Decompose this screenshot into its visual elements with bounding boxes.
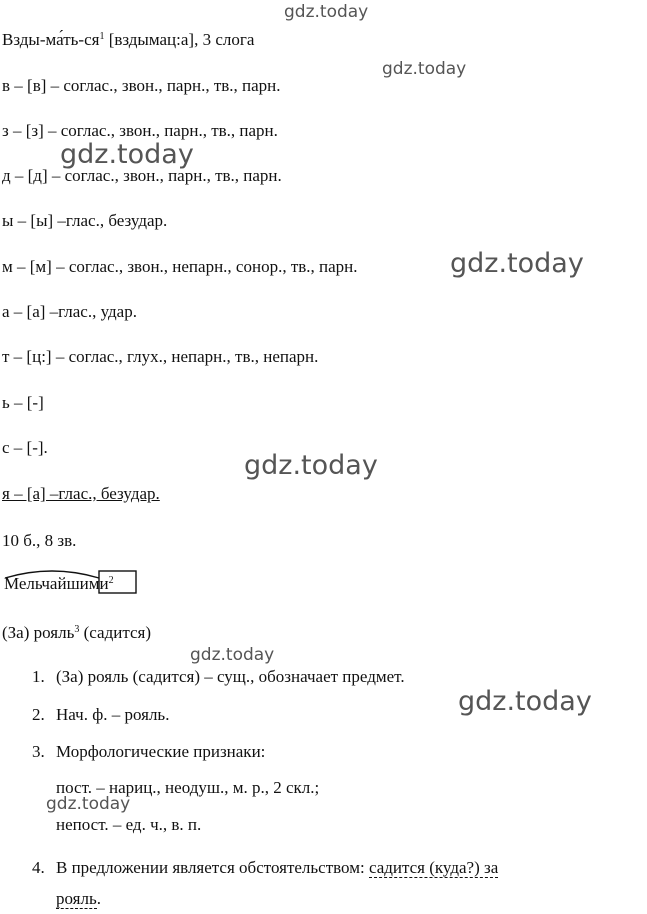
letter-line: м – [м] – соглас., звон., непарн., сонор., тв., парн. — [2, 257, 358, 276]
letter-line: ь – [-] — [2, 393, 44, 412]
noun-phrase-text: (За) рояль — [2, 623, 75, 642]
footnote-marker: 2 — [108, 575, 114, 586]
word-header — [2, 30, 254, 50]
list-number: 2. — [32, 705, 45, 724]
letter-line: в – [в] – соглас., звон., парн., тв., парн. — [2, 76, 281, 95]
list-text: (За) рояль (садится) – сущ., обозначает предмет. — [56, 667, 405, 686]
letter-line: а – [а] –глас., удар. — [2, 302, 137, 321]
watermark: gdz.today — [284, 2, 369, 22]
watermark: gdz.today — [450, 248, 584, 279]
list-text: В предложении является обстоятельством: — [56, 858, 369, 877]
morpheme-word — [4, 574, 114, 594]
letter-line: с – [-]. — [2, 438, 48, 457]
watermark: gdz.today — [458, 686, 592, 717]
list-item — [32, 705, 169, 725]
summary: 10 б., 8 зв. — [2, 531, 77, 550]
letter-line: д – [д] – соглас., звон., парн., тв., парн. — [2, 166, 282, 185]
footnote-marker: 3 — [74, 624, 80, 635]
noun-phrase — [2, 623, 151, 643]
watermark: gdz.today — [46, 794, 131, 814]
watermark: gdz.today — [190, 645, 275, 665]
letter-line: т – [ц:] – соглас., глух., непарн., тв., непарн. — [2, 347, 319, 366]
non-permanent-features: непост. – ед. ч., в. п. — [56, 815, 202, 834]
list-text: Нач. ф. – рояль. — [56, 705, 170, 724]
watermark: gdz.today — [244, 450, 378, 481]
dotted-underline-text: садится (куда?) за — [368, 858, 499, 877]
footnote-marker: 1 — [99, 31, 105, 42]
header-word: Взды-ма́ть-ся — [2, 30, 100, 49]
letter-line: ы – [ы] –глас., безудар. — [2, 211, 168, 230]
permanent-features: пост. – нариц., неодуш., м. р., 2 скл.; — [56, 778, 320, 797]
dotted-underline-text: рояль — [56, 889, 97, 908]
list-item — [32, 667, 405, 687]
list-text: Морфологические признаки: — [56, 742, 266, 761]
list-number: 4. — [32, 858, 45, 877]
list-item — [32, 742, 265, 762]
list-number: 1. — [32, 667, 45, 686]
letter-line: з – [з] – соглас., звон., парн., тв., парн. — [2, 121, 278, 140]
watermark: gdz.today — [60, 139, 194, 170]
list-number: 3. — [32, 742, 45, 761]
watermark: gdz.today — [382, 59, 467, 79]
noun-phrase-rest: (садится) — [79, 623, 151, 642]
list-item — [32, 852, 644, 914]
morpheme-analysis — [2, 566, 152, 598]
header-transcription: [вздымац:а], 3 слога — [104, 30, 255, 49]
letter-line: я – [а] –глас., безудар. — [2, 484, 160, 503]
morpheme-root: Мельчайш — [4, 574, 80, 593]
morpheme-ending: ими — [79, 574, 109, 593]
list-text-end: . — [96, 889, 101, 908]
